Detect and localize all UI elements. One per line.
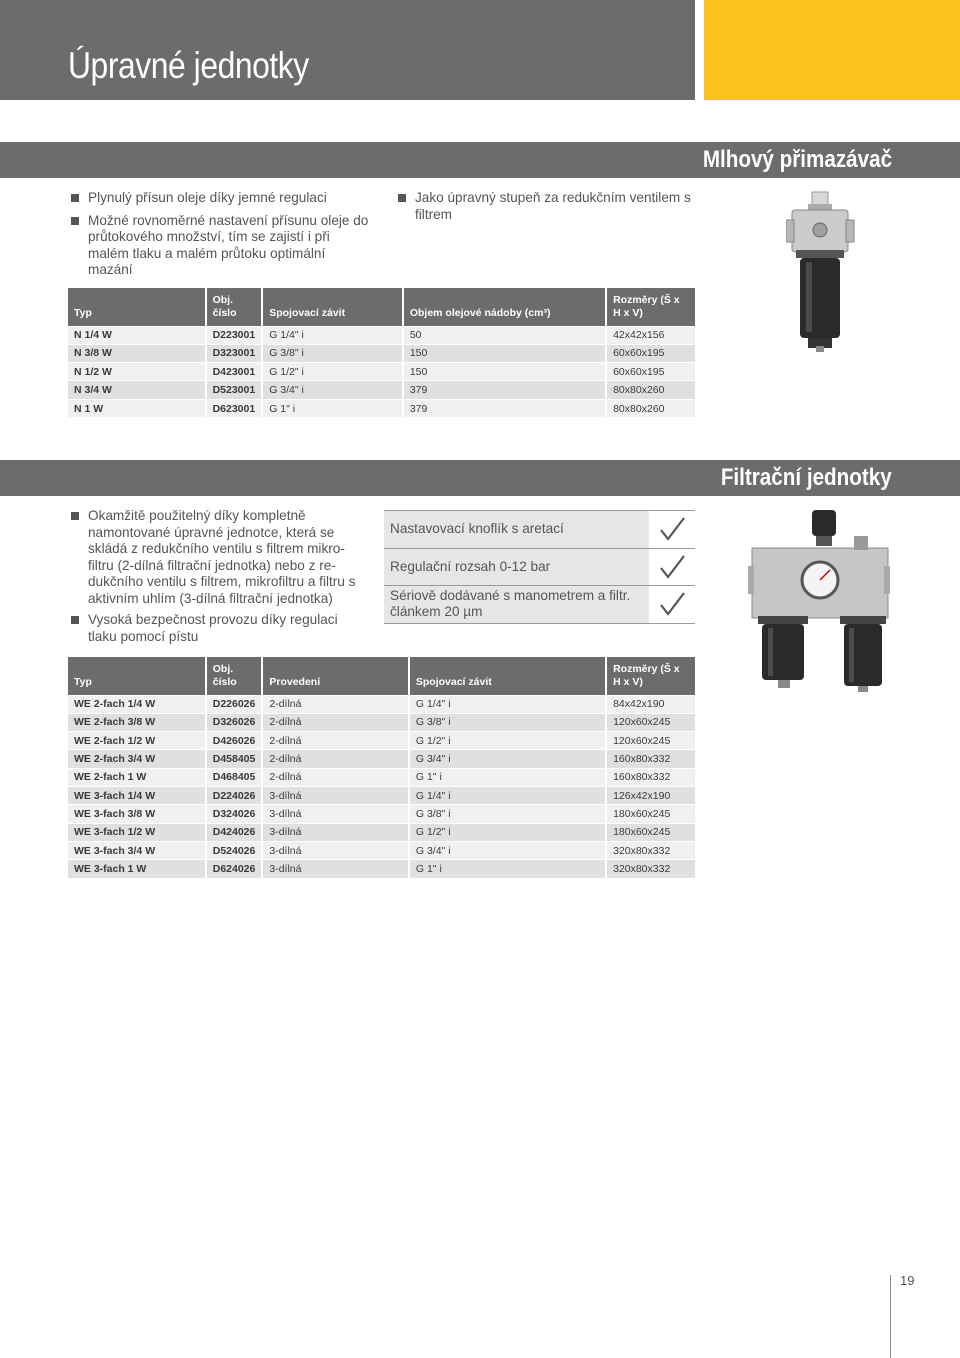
col-header: Provedení [262, 657, 409, 695]
table-cell: 3-dílná [262, 805, 409, 823]
table-cell: WE 3-fach 3/8 W [68, 805, 206, 823]
table-cell: 2-dílná [262, 768, 409, 786]
table-cell: WE 2-fach 1/2 W [68, 732, 206, 750]
feature-label: Regulační rozsah 0-12 bar [384, 549, 649, 586]
bullet-item: Jako úpravný stupeň za redukčním ventilem s filtrem [397, 190, 697, 223]
table-row [68, 841, 695, 859]
header-accent [704, 0, 960, 100]
table-cell: N 1/2 W [68, 363, 206, 381]
table-cell: 2-dílná [262, 732, 409, 750]
table-cell: D524026 [206, 841, 263, 859]
table-cell: WE 3-fach 1/4 W [68, 786, 206, 804]
table-cell: D623001 [206, 399, 263, 417]
table-cell: D226026 [206, 695, 263, 713]
table-cell: 120x60x245 [606, 732, 695, 750]
section-title-filter: Filtrační jednotky [721, 464, 892, 491]
table-cell: 80x80x260 [606, 399, 695, 417]
table-cell: 150 [403, 344, 606, 362]
table-cell: D523001 [206, 381, 263, 399]
table-cell: 180x60x245 [606, 805, 695, 823]
feature-list [384, 510, 695, 624]
feature-row [384, 549, 695, 587]
table-cell: G 1/2" i [409, 823, 606, 841]
table-cell: 50 [403, 326, 606, 344]
table-cell: WE 2-fach 3/4 W [68, 750, 206, 768]
table-cell: 150 [403, 363, 606, 381]
table-cell: 2-dílná [262, 713, 409, 731]
table-cell: D324026 [206, 805, 263, 823]
table-cell: D326026 [206, 713, 263, 731]
table-cell: 320x80x332 [606, 860, 695, 878]
table-row [68, 363, 695, 381]
checkmark-icon [649, 586, 695, 623]
table-cell: 2-dílná [262, 750, 409, 768]
table-row [68, 786, 695, 804]
col-header: Rozměry (Š x H x V) [606, 288, 695, 326]
table-cell: 3-dílná [262, 823, 409, 841]
table-cell: D323001 [206, 344, 263, 362]
table-cell: WE 2-fach 1 W [68, 768, 206, 786]
bullet-item: Plynulý přísun oleje díky jemné regulaci [70, 190, 370, 207]
col-header: Typ [68, 657, 206, 695]
table-cell: 2-dílná [262, 695, 409, 713]
filter-bullets [70, 508, 370, 645]
table-cell: 180x60x245 [606, 823, 695, 841]
table-cell: N 3/8 W [68, 344, 206, 362]
table-cell: G 1/4" i [409, 786, 606, 804]
lubricator-bullets-left [70, 190, 370, 279]
table-row [68, 768, 695, 786]
bullet-item: Možné rovnoměrné nastavení přísunu oleje do průtokového množství, tím se zajistí i při malém tlaku a malém průtoku optimální mazání [70, 213, 370, 279]
table-cell: D423001 [206, 363, 263, 381]
table-cell: G 1/4" i [262, 326, 403, 344]
table-cell: G 1/2" i [409, 732, 606, 750]
lubricator-bullets-right [397, 190, 697, 223]
table-cell: 3-dílná [262, 860, 409, 878]
table-row [68, 381, 695, 399]
table-cell: WE 3-fach 1 W [68, 860, 206, 878]
table-cell: 120x60x245 [606, 713, 695, 731]
table-row [68, 344, 695, 362]
table-cell: 126x42x190 [606, 786, 695, 804]
checkmark-icon [649, 549, 695, 586]
table-cell: 379 [403, 381, 606, 399]
table-row [68, 860, 695, 878]
bullet-item: Vysoká bezpečnost provozu díky regulaci tlaku pomocí pístu [70, 612, 370, 645]
lubricator-table [68, 288, 695, 417]
table-cell: N 3/4 W [68, 381, 206, 399]
table-row [68, 805, 695, 823]
table-cell: G 1" i [262, 399, 403, 417]
table-cell: G 3/8" i [262, 344, 403, 362]
page-number: 19 [900, 1273, 915, 1288]
table-cell: WE 2-fach 1/4 W [68, 695, 206, 713]
col-header: Spojovací závit [409, 657, 606, 695]
page-rule [890, 1275, 891, 1358]
table-cell: N 1 W [68, 399, 206, 417]
table-row [68, 326, 695, 344]
table-cell: D458405 [206, 750, 263, 768]
col-header: Spojovací závit [262, 288, 403, 326]
page-title: Úpravné jednotky [68, 45, 309, 86]
table-cell: D224026 [206, 786, 263, 804]
filter-table [68, 657, 695, 878]
table-cell: D468405 [206, 768, 263, 786]
feature-row [384, 511, 695, 549]
table-cell: WE 3-fach 1/2 W [68, 823, 206, 841]
table-cell: 320x80x332 [606, 841, 695, 859]
table-cell: 80x80x260 [606, 381, 695, 399]
table-cell: 60x60x195 [606, 363, 695, 381]
table-row [68, 399, 695, 417]
table-cell: 3-dílná [262, 786, 409, 804]
table-cell: D424026 [206, 823, 263, 841]
checkmark-icon [649, 511, 695, 548]
table-cell: 379 [403, 399, 606, 417]
table-cell: 42x42x156 [606, 326, 695, 344]
table-cell: 160x80x332 [606, 768, 695, 786]
table-row [68, 823, 695, 841]
table-row [68, 695, 695, 713]
table-cell: G 1/4" i [409, 695, 606, 713]
table-cell: 60x60x195 [606, 344, 695, 362]
feature-row [384, 586, 695, 624]
table-row [68, 750, 695, 768]
table-cell: N 1/4 W [68, 326, 206, 344]
table-cell: 160x80x332 [606, 750, 695, 768]
section-title-lubricator: Mlhový přimazávač [702, 146, 892, 173]
col-header: Typ [68, 288, 206, 326]
table-cell: G 1/2" i [262, 363, 403, 381]
table-cell: G 3/8" i [409, 713, 606, 731]
table-row [68, 713, 695, 731]
feature-label: Nastavovací knoflík s aretací [384, 511, 649, 548]
table-cell: D223001 [206, 326, 263, 344]
table-cell: G 3/4" i [409, 841, 606, 859]
table-cell: D426026 [206, 732, 263, 750]
col-header: Objem olejové nádoby (cm³) [403, 288, 606, 326]
table-cell: G 3/8" i [409, 805, 606, 823]
table-cell: 84x42x190 [606, 695, 695, 713]
table-cell: WE 3-fach 3/4 W [68, 841, 206, 859]
bullet-item: Okamžitě použitelný díky kompletně namontované úpravné jednotce, která se skládá z redukčního ventilu s filtrem mikro-filtru (2-dílná filtrační jednotka) nebo z re-dukčního ventilu s filtrem, mikrofiltru a filtru s aktivním uhlím (3-dílná filtrační jednotka) [70, 508, 370, 607]
col-header: Rozměry (Š x H x V) [606, 657, 695, 695]
lubricator-product-image [786, 190, 856, 355]
feature-label: Sériově dodávané s manometrem a filtr. článkem 20 µm [384, 586, 649, 623]
table-cell: D624026 [206, 860, 263, 878]
filter-unit-product-image [748, 508, 890, 696]
table-row [68, 732, 695, 750]
table-cell: G 1" i [409, 860, 606, 878]
col-header: Obj. číslo [206, 288, 263, 326]
table-cell: G 1" i [409, 768, 606, 786]
table-cell: G 3/4" i [409, 750, 606, 768]
table-cell: 3-dílná [262, 841, 409, 859]
col-header: Obj. číslo [206, 657, 263, 695]
table-cell: G 3/4" i [262, 381, 403, 399]
table-cell: WE 2-fach 3/8 W [68, 713, 206, 731]
